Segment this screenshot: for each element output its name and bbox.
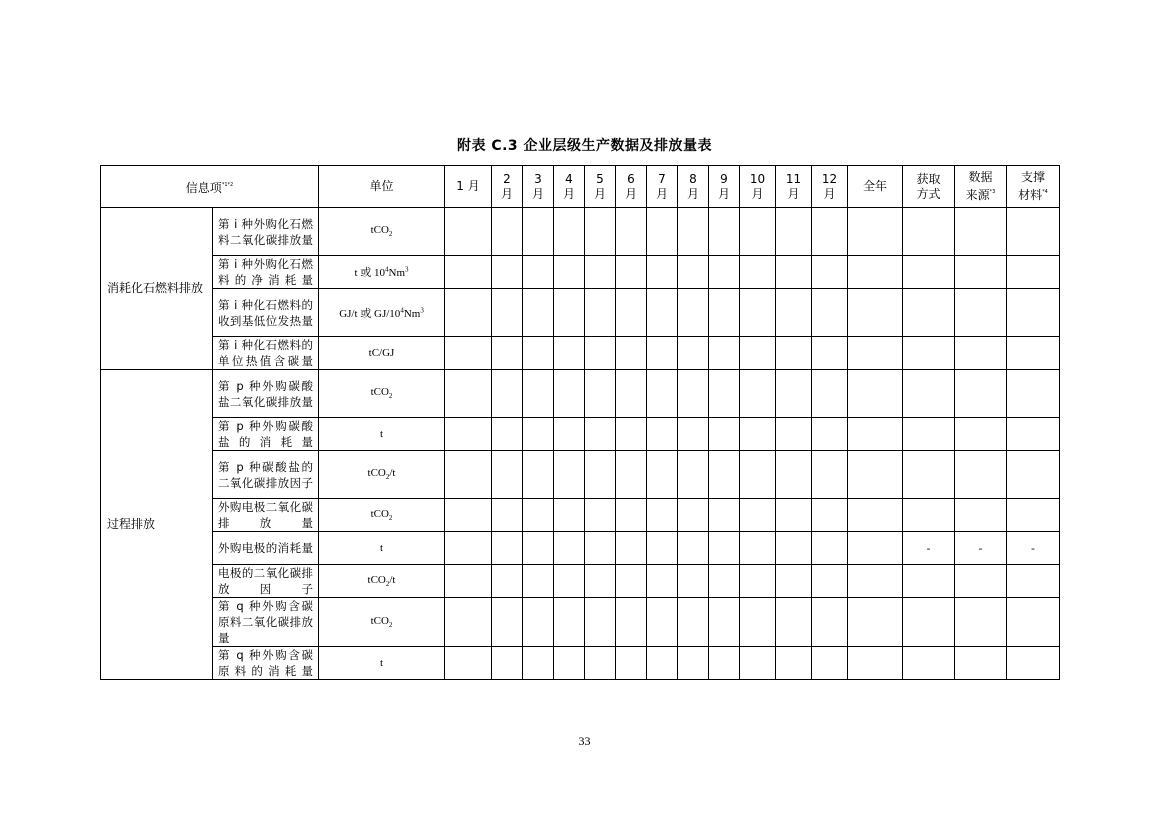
table-row xyxy=(101,418,1060,451)
acquire-method-cell[interactable] xyxy=(903,337,955,370)
month-header-1: 1 月 xyxy=(445,166,492,208)
month-value-cell[interactable] xyxy=(445,532,492,565)
month-value-cell[interactable] xyxy=(445,598,492,647)
unit-cell xyxy=(319,499,445,532)
month-value-cell[interactable] xyxy=(812,208,848,256)
month-value-cell[interactable] xyxy=(492,418,523,451)
month-value-cell[interactable] xyxy=(554,451,585,499)
unit-cell xyxy=(319,647,445,680)
month-value-cell[interactable] xyxy=(647,451,678,499)
full-year-cell[interactable] xyxy=(848,647,903,680)
table-title: 附表 C.3 企业层级生产数据及排放量表 xyxy=(456,138,713,154)
month-value-cell[interactable] xyxy=(740,337,776,370)
month-value-cell[interactable] xyxy=(647,208,678,256)
month-value-cell[interactable] xyxy=(740,451,776,499)
table-row xyxy=(101,532,1060,565)
full-year-cell[interactable] xyxy=(848,598,903,647)
unit-cell xyxy=(319,598,445,647)
group-label: 过程排放 xyxy=(101,370,213,680)
item-label: 第 p 种外购碳酸盐的消耗量 xyxy=(213,418,319,451)
unit-part: tC/GJ xyxy=(368,347,395,359)
month-value-cell[interactable] xyxy=(554,532,585,565)
month-value-cell[interactable] xyxy=(523,565,554,598)
month-value-cell[interactable] xyxy=(492,256,523,289)
month-value-cell[interactable] xyxy=(709,337,740,370)
full-year-cell[interactable] xyxy=(848,532,903,565)
month-header-3: 3 月 xyxy=(523,166,554,208)
unit-part: t 或 10 xyxy=(354,267,386,279)
unit-part: Nm xyxy=(403,307,421,320)
month-value-cell[interactable] xyxy=(812,647,848,680)
month-value-cell[interactable] xyxy=(492,647,523,680)
month-value-cell[interactable] xyxy=(776,208,812,256)
month-value-cell[interactable] xyxy=(492,565,523,598)
data-source-header: 数据 来源$^{*3}$ xyxy=(955,166,1007,208)
month-value-cell[interactable] xyxy=(492,337,523,370)
month-value-cell[interactable] xyxy=(616,565,647,598)
month-value-cell[interactable] xyxy=(523,256,554,289)
acquire-method-header: 获取 方式 xyxy=(903,166,955,208)
month-value-cell[interactable] xyxy=(585,208,616,256)
data-source-cell[interactable] xyxy=(955,565,1007,598)
month-value-cell[interactable] xyxy=(585,532,616,565)
unit-part: /t xyxy=(389,467,396,480)
month-value-cell[interactable] xyxy=(812,256,848,289)
month-value-cell[interactable] xyxy=(445,647,492,680)
month-value-cell[interactable] xyxy=(709,565,740,598)
acquire-method-cell[interactable] xyxy=(903,418,955,451)
table-row xyxy=(101,208,1060,256)
month-value-cell[interactable] xyxy=(585,289,616,337)
month-value-cell[interactable] xyxy=(678,370,709,418)
month-value-cell[interactable] xyxy=(616,532,647,565)
acquire-method-cell[interactable]: - xyxy=(903,532,955,565)
unit-cell xyxy=(319,256,445,289)
month-value-cell[interactable] xyxy=(709,499,740,532)
full-year-cell[interactable] xyxy=(848,289,903,337)
month-value-cell[interactable] xyxy=(554,208,585,256)
full-year-cell[interactable] xyxy=(848,256,903,289)
month-value-cell[interactable] xyxy=(709,289,740,337)
month-header-6: 6 月 xyxy=(616,166,647,208)
table-row xyxy=(101,598,1060,647)
month-value-cell[interactable] xyxy=(445,418,492,451)
month-value-cell[interactable] xyxy=(740,565,776,598)
month-value-cell[interactable] xyxy=(523,598,554,647)
data-source-cell[interactable]: - xyxy=(955,532,1007,565)
data-source-cell[interactable] xyxy=(955,451,1007,499)
unit-part: tCO xyxy=(370,386,389,399)
month-header-4: 4 月 xyxy=(554,166,585,208)
month-value-cell[interactable] xyxy=(812,598,848,647)
unit-cell xyxy=(319,451,445,499)
item-label: 外购电极的消耗量 xyxy=(213,532,319,565)
unit-part: 4 xyxy=(385,265,389,274)
item-label: 电极的二氧化碳排放因子 xyxy=(213,565,319,598)
acquire-method-cell[interactable] xyxy=(903,208,955,256)
month-value-cell[interactable] xyxy=(678,337,709,370)
support-material-cell[interactable] xyxy=(1007,451,1060,499)
month-value-cell[interactable] xyxy=(740,532,776,565)
data-source-cell[interactable] xyxy=(955,208,1007,256)
month-value-cell[interactable] xyxy=(709,418,740,451)
month-value-cell[interactable] xyxy=(647,256,678,289)
full-year-header: 全年 xyxy=(848,166,903,208)
acquire-method-cell[interactable] xyxy=(903,647,955,680)
month-value-cell[interactable] xyxy=(776,256,812,289)
month-header-5: 5 月 xyxy=(585,166,616,208)
info-header: 信息项$^{*1*2}$ xyxy=(101,166,319,208)
item-label: 第 i 种化石燃料的单位热值含碳量 xyxy=(213,337,319,370)
unit-part: 4 xyxy=(400,305,404,314)
month-header-10: 10 月 xyxy=(740,166,776,208)
full-year-cell[interactable] xyxy=(848,337,903,370)
month-value-cell[interactable] xyxy=(585,256,616,289)
unit-part: tCO xyxy=(367,573,386,586)
month-value-cell[interactable] xyxy=(445,337,492,370)
table-row xyxy=(101,289,1060,337)
month-value-cell[interactable] xyxy=(554,418,585,451)
month-value-cell[interactable] xyxy=(554,337,585,370)
support-material-cell[interactable] xyxy=(1007,418,1060,451)
month-value-cell[interactable] xyxy=(523,499,554,532)
page-number: 33 xyxy=(578,734,591,748)
month-value-cell[interactable] xyxy=(445,208,492,256)
full-year-cell[interactable] xyxy=(848,451,903,499)
month-value-cell[interactable] xyxy=(812,565,848,598)
month-value-cell[interactable] xyxy=(812,418,848,451)
month-value-cell[interactable] xyxy=(445,370,492,418)
unit-part: GJ/t 或 GJ/10 xyxy=(339,307,401,320)
support-material-cell[interactable] xyxy=(1007,647,1060,680)
month-value-cell[interactable] xyxy=(492,532,523,565)
full-year-cell[interactable] xyxy=(848,208,903,256)
month-value-cell[interactable] xyxy=(647,499,678,532)
month-value-cell[interactable] xyxy=(776,289,812,337)
month-value-cell[interactable] xyxy=(709,370,740,418)
month-value-cell[interactable] xyxy=(740,647,776,680)
month-value-cell[interactable] xyxy=(616,289,647,337)
month-value-cell[interactable] xyxy=(776,647,812,680)
production-emission-table xyxy=(100,165,1060,680)
unit-part: 2 xyxy=(388,514,393,523)
month-value-cell[interactable] xyxy=(616,451,647,499)
table-row xyxy=(101,256,1060,289)
month-value-cell[interactable] xyxy=(776,598,812,647)
unit-part: 3 xyxy=(405,265,409,274)
unit-part: 2 xyxy=(388,230,393,239)
month-value-cell[interactable] xyxy=(740,370,776,418)
data-source-cell[interactable] xyxy=(955,337,1007,370)
month-value-cell[interactable] xyxy=(585,647,616,680)
item-label: 第 p 种碳酸盐的二氧化碳排放因子 xyxy=(213,451,319,499)
unit-cell xyxy=(319,208,445,256)
unit-cell xyxy=(319,370,445,418)
month-header-11: 11 月 xyxy=(776,166,812,208)
month-value-cell[interactable] xyxy=(616,337,647,370)
month-value-cell[interactable] xyxy=(445,451,492,499)
month-value-cell[interactable] xyxy=(523,532,554,565)
item-label: 第 i 种外购化石燃料二氧化碳排放量 xyxy=(213,208,319,256)
month-value-cell[interactable] xyxy=(709,647,740,680)
month-value-cell[interactable] xyxy=(492,370,523,418)
table-row xyxy=(101,499,1060,532)
support-material-cell[interactable] xyxy=(1007,565,1060,598)
unit-part: tCO xyxy=(370,614,389,627)
month-value-cell[interactable] xyxy=(776,451,812,499)
table-row xyxy=(101,451,1060,499)
month-value-cell[interactable] xyxy=(678,532,709,565)
full-year-cell[interactable] xyxy=(848,370,903,418)
month-value-cell[interactable] xyxy=(647,647,678,680)
month-value-cell[interactable] xyxy=(445,289,492,337)
full-year-cell[interactable] xyxy=(848,418,903,451)
acquire-method-cell[interactable] xyxy=(903,256,955,289)
unit-part: tCO xyxy=(370,507,389,520)
month-value-cell[interactable] xyxy=(647,598,678,647)
item-label: 外购电极二氧化碳排放量 xyxy=(213,499,319,532)
month-value-cell[interactable] xyxy=(709,451,740,499)
month-value-cell[interactable] xyxy=(678,208,709,256)
month-value-cell[interactable] xyxy=(492,208,523,256)
month-value-cell[interactable] xyxy=(776,337,812,370)
month-value-cell[interactable] xyxy=(709,532,740,565)
month-value-cell[interactable] xyxy=(647,418,678,451)
table-row xyxy=(101,370,1060,418)
unit-part: 2 xyxy=(388,392,393,401)
month-value-cell[interactable] xyxy=(740,208,776,256)
data-source-cell[interactable] xyxy=(955,418,1007,451)
month-value-cell[interactable] xyxy=(616,418,647,451)
month-value-cell[interactable] xyxy=(776,370,812,418)
acquire-method-cell[interactable] xyxy=(903,499,955,532)
data-source-cell[interactable] xyxy=(955,647,1007,680)
month-value-cell[interactable] xyxy=(585,451,616,499)
month-header-12: 12 月 xyxy=(812,166,848,208)
month-value-cell[interactable] xyxy=(812,499,848,532)
unit-part: t xyxy=(379,542,384,554)
support-material-cell[interactable] xyxy=(1007,208,1060,256)
month-value-cell[interactable] xyxy=(812,337,848,370)
month-value-cell[interactable] xyxy=(523,337,554,370)
acquire-method-cell[interactable] xyxy=(903,451,955,499)
acquire-method-cell[interactable] xyxy=(903,370,955,418)
month-value-cell[interactable] xyxy=(616,499,647,532)
header-row xyxy=(101,166,1060,208)
month-value-cell[interactable] xyxy=(554,598,585,647)
month-value-cell[interactable] xyxy=(554,370,585,418)
acquire-method-cell[interactable] xyxy=(903,289,955,337)
support-material-cell[interactable] xyxy=(1007,598,1060,647)
month-value-cell[interactable] xyxy=(678,598,709,647)
month-value-cell[interactable] xyxy=(523,418,554,451)
month-value-cell[interactable] xyxy=(554,499,585,532)
month-value-cell[interactable] xyxy=(740,289,776,337)
month-value-cell[interactable] xyxy=(678,256,709,289)
month-value-cell[interactable] xyxy=(678,565,709,598)
unit-part: t xyxy=(379,657,384,669)
month-value-cell[interactable] xyxy=(523,208,554,256)
month-value-cell[interactable] xyxy=(776,532,812,565)
month-value-cell[interactable] xyxy=(585,499,616,532)
month-value-cell[interactable] xyxy=(585,565,616,598)
month-value-cell[interactable] xyxy=(445,565,492,598)
month-value-cell[interactable] xyxy=(585,418,616,451)
month-value-cell[interactable] xyxy=(585,598,616,647)
month-value-cell[interactable] xyxy=(647,370,678,418)
month-value-cell[interactable] xyxy=(445,256,492,289)
group-label: 消耗化石燃料排放 xyxy=(101,208,213,370)
month-value-cell[interactable] xyxy=(678,289,709,337)
month-value-cell[interactable] xyxy=(492,598,523,647)
month-value-cell[interactable] xyxy=(740,598,776,647)
month-value-cell[interactable] xyxy=(554,647,585,680)
month-value-cell[interactable] xyxy=(523,289,554,337)
month-value-cell[interactable] xyxy=(445,499,492,532)
month-value-cell[interactable] xyxy=(776,418,812,451)
unit-cell xyxy=(319,418,445,451)
support-material-cell[interactable] xyxy=(1007,337,1060,370)
month-value-cell[interactable] xyxy=(554,289,585,337)
month-value-cell[interactable] xyxy=(492,451,523,499)
data-source-cell[interactable] xyxy=(955,598,1007,647)
month-value-cell[interactable] xyxy=(812,451,848,499)
month-value-cell[interactable] xyxy=(647,337,678,370)
unit-header: 单位 xyxy=(319,166,445,208)
month-value-cell[interactable] xyxy=(523,370,554,418)
table-row xyxy=(101,337,1060,370)
month-value-cell[interactable] xyxy=(616,256,647,289)
unit-part: 2 xyxy=(385,580,390,589)
unit-cell xyxy=(319,337,445,370)
month-value-cell[interactable] xyxy=(678,418,709,451)
unit-cell xyxy=(319,532,445,565)
month-value-cell[interactable] xyxy=(492,499,523,532)
month-value-cell[interactable] xyxy=(523,451,554,499)
month-value-cell[interactable] xyxy=(616,598,647,647)
unit-cell xyxy=(319,565,445,598)
month-value-cell[interactable] xyxy=(492,289,523,337)
data-source-cell[interactable] xyxy=(955,499,1007,532)
table-row xyxy=(101,647,1060,680)
acquire-method-cell[interactable] xyxy=(903,565,955,598)
month-value-cell[interactable] xyxy=(523,647,554,680)
data-source-cell[interactable] xyxy=(955,370,1007,418)
item-label: 第 i 种化石燃料的收到基低位发热量 xyxy=(213,289,319,337)
unit-part: /t xyxy=(389,573,396,586)
month-value-cell[interactable] xyxy=(812,370,848,418)
month-header-9: 9 月 xyxy=(709,166,740,208)
month-value-cell[interactable] xyxy=(647,532,678,565)
month-value-cell[interactable] xyxy=(616,208,647,256)
month-value-cell[interactable] xyxy=(709,256,740,289)
support-material-header: 支撑 材料$^{*4}$ xyxy=(1007,166,1060,208)
support-material-cell[interactable] xyxy=(1007,370,1060,418)
month-value-cell[interactable] xyxy=(776,565,812,598)
item-label: 第 p 种外购碳酸盐二氧化碳排放量 xyxy=(213,370,319,418)
month-value-cell[interactable] xyxy=(740,256,776,289)
support-material-cell[interactable]: - xyxy=(1007,532,1060,565)
month-value-cell[interactable] xyxy=(554,256,585,289)
item-label: 第 q 种外购含碳原料的消耗量 xyxy=(213,647,319,680)
month-header-2: 2 月 xyxy=(492,166,523,208)
month-value-cell[interactable] xyxy=(776,499,812,532)
table-row xyxy=(101,565,1060,598)
month-value-cell[interactable] xyxy=(647,565,678,598)
unit-part: 3 xyxy=(420,305,424,314)
full-year-cell[interactable] xyxy=(848,499,903,532)
month-value-cell[interactable] xyxy=(678,451,709,499)
month-value-cell[interactable] xyxy=(616,647,647,680)
item-label: 第 q 种外购含碳原料二氧化碳排放量 xyxy=(213,598,319,647)
unit-cell xyxy=(319,289,445,337)
unit-part: tCO xyxy=(370,224,389,237)
data-source-cell[interactable] xyxy=(955,256,1007,289)
month-value-cell[interactable] xyxy=(678,499,709,532)
data-source-cell[interactable] xyxy=(955,289,1007,337)
support-material-cell[interactable] xyxy=(1007,256,1060,289)
month-value-cell[interactable] xyxy=(678,647,709,680)
month-value-cell[interactable] xyxy=(709,598,740,647)
month-header-8: 8 月 xyxy=(678,166,709,208)
unit-part: Nm xyxy=(388,267,406,279)
full-year-cell[interactable] xyxy=(848,565,903,598)
month-value-cell[interactable] xyxy=(740,499,776,532)
support-material-cell[interactable] xyxy=(1007,499,1060,532)
month-value-cell[interactable] xyxy=(740,418,776,451)
month-value-cell[interactable] xyxy=(812,532,848,565)
unit-part: 2 xyxy=(388,621,393,630)
month-value-cell[interactable] xyxy=(585,337,616,370)
unit-part: t xyxy=(379,428,384,440)
unit-part: tCO xyxy=(367,467,386,480)
month-value-cell[interactable] xyxy=(812,289,848,337)
month-header-7: 7 月 xyxy=(647,166,678,208)
month-value-cell[interactable] xyxy=(554,565,585,598)
item-label: 第 i 种外购化石燃料的净消耗量 xyxy=(213,256,319,289)
acquire-method-cell[interactable] xyxy=(903,598,955,647)
month-value-cell[interactable] xyxy=(616,370,647,418)
month-value-cell[interactable] xyxy=(585,370,616,418)
support-material-cell[interactable] xyxy=(1007,289,1060,337)
month-value-cell[interactable] xyxy=(647,289,678,337)
unit-part: 2 xyxy=(385,473,390,482)
month-value-cell[interactable] xyxy=(709,208,740,256)
